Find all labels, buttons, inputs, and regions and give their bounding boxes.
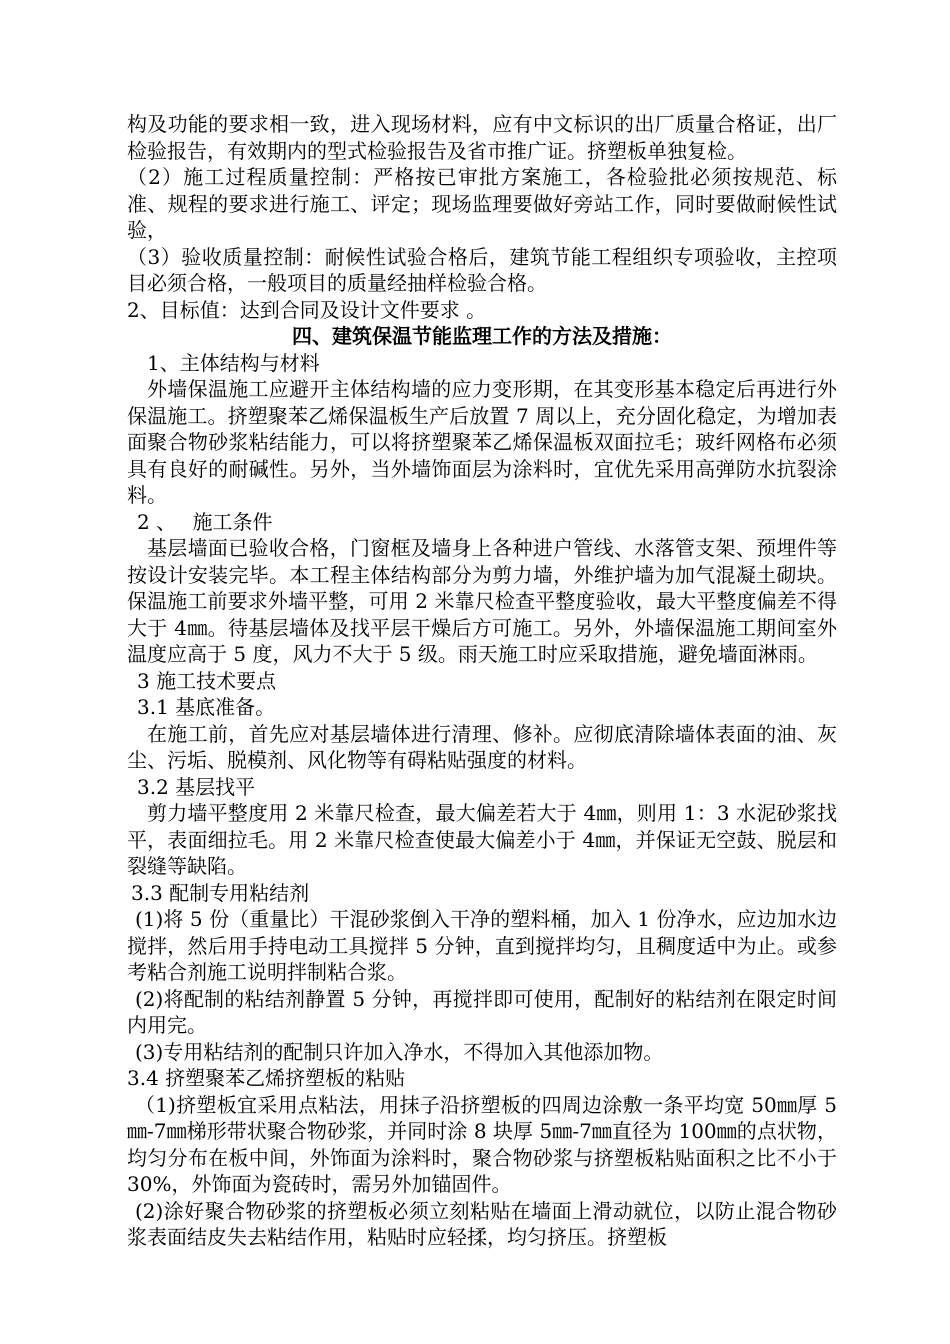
paragraph-base-preparation: 在施工前，首先应对基层墙体进行清理、修补。应彻底清除墙体表面的油、灰尘、污垢、脱模剂、风化物等有碍粘贴强度的材料。 bbox=[127, 721, 837, 772]
paragraph-adhesive-step-1: (1)将 5 份（重量比）干混砂浆倒入干净的塑料桶，加入 1 份净水，应边加水边搅拌，然后用手持电动工具搅拌 5 分钟，直到搅拌均匀，且稠度适中为止。或参考粘合剂施工说明拌制粘合浆。 bbox=[127, 907, 837, 984]
paragraph-adhesive-step-3: (3)专用粘结剂的配制只许加入净水，不得加入其他添加物。 bbox=[135, 1039, 664, 1064]
paragraph-board-bonding-step-1: （1)挤塑板宜采用点粘法，用抹子沿挤塑板的四周边涂敷一条平均宽 50㎜厚 5㎜-7㎜梯形带状聚合物砂浆，并同时涂 8 块厚 5㎜-7㎜直径为 100㎜的点状物，均匀分布在板中间，外饰面为涂料时，聚合物砂浆与挤塑板粘贴面积之比不小于 30%，外饰面为瓷砖时，需另外加锚固件。 bbox=[127, 1092, 837, 1196]
paragraph-adhesive-step-2: (2)将配制的粘结剂静置 5 分钟，再搅拌即可使用，配制好的粘结剂在限定时间内用完。 bbox=[127, 986, 837, 1037]
document-page bbox=[127, 111, 837, 1251]
subheading-construction-conditions: 2 、 施工条件 bbox=[137, 509, 273, 534]
subheading-main-structure-materials: 1、主体结构与材料 bbox=[147, 350, 320, 375]
subheading-adhesive-preparation: 3.3 配制专用粘结剂 bbox=[131, 880, 310, 905]
subheading-base-preparation: 3.1 基底准备。 bbox=[137, 695, 276, 719]
paragraph-base-leveling: 剪力墙平整度用 2 米靠尺检查，最大偏差若大于 4㎜，则用 1：3 水泥砂浆找平，表面细拉毛。用 2 米靠尺检查使最大偏差小于 4㎜，并保证无空鼓、脱层和裂缝等缺陷。 bbox=[127, 801, 837, 878]
subheading-base-leveling: 3.2 基层找平 bbox=[137, 774, 256, 799]
paragraph-main-structure-materials: 外墙保温施工应避开主体结构墙的应力变形期，在其变形基本稳定后再进行外保温施工。挤塑聚苯乙烯保温板生产后放置 7 周以上，充分固化稳定，为增加表面聚合物砂浆粘结能力，可以将挤塑聚苯乙烯保温板双面拉毛；玻纤网格布必须具有良好的耐碱性。另外，当外墙饰面层为涂料时，宜优先采用高弹防水抗裂涂料。 bbox=[127, 377, 837, 507]
paragraph-board-bonding-step-2: (2)涂好聚合物砂浆的挤塑板必须立刻粘贴在墙面上滑动就位，以防止混合物砂浆表面结皮失去粘结作用，粘贴时应轻揉，均匀挤压。挤塑板 bbox=[127, 1198, 837, 1249]
paragraph-material-requirements: 构及功能的要求相一致，进入现场材料，应有中文标识的出厂质量合格证，出厂检验报告，有效期内的型式检验报告及省市推广证。挤塑板单独复检。 bbox=[127, 112, 837, 163]
paragraph-target-value: 2、目标值：达到合同及设计文件要求 。 bbox=[127, 297, 487, 322]
section-heading-methods-measures: 四、建筑保温节能监理工作的方法及措施： bbox=[292, 324, 672, 348]
subheading-technical-points: 3 施工技术要点 bbox=[137, 668, 277, 693]
paragraph-construction-conditions: 基层墙面已验收合格，门窗框及墙身上各种进户管线、水落管支架、预埋件等按设计安装完毕。本工程主体结构部分为剪力墙，外维护墙为加气混凝土砌块。保温施工前要求外墙平整，可用 2 米靠尺检查平整度验收，最大平整度偏差不得大于 4㎜。待基层墙体及找平层干燥后方可施工。另外，外墙保温施工期间室外温度应高于 5 度，风力不大于 5 级。雨天施工时应采取措施，避免墙面淋雨。 bbox=[127, 536, 837, 666]
paragraph-acceptance-quality-control: （3）验收质量控制：耐候性试验合格后，建筑节能工程组织专项验收，主控项目必须合格，一般项目的质量经抽样检验合格。 bbox=[127, 244, 837, 295]
paragraph-process-quality-control: （2）施工过程质量控制：严格按已审批方案施工，各检验批必须按规范、标准、规程的要求进行施工、评定；现场监理要做好旁站工作，同时要做耐候性试验， bbox=[127, 165, 837, 242]
subheading-board-bonding: 3.4 挤塑聚苯乙烯挤塑板的粘贴 bbox=[127, 1066, 406, 1090]
